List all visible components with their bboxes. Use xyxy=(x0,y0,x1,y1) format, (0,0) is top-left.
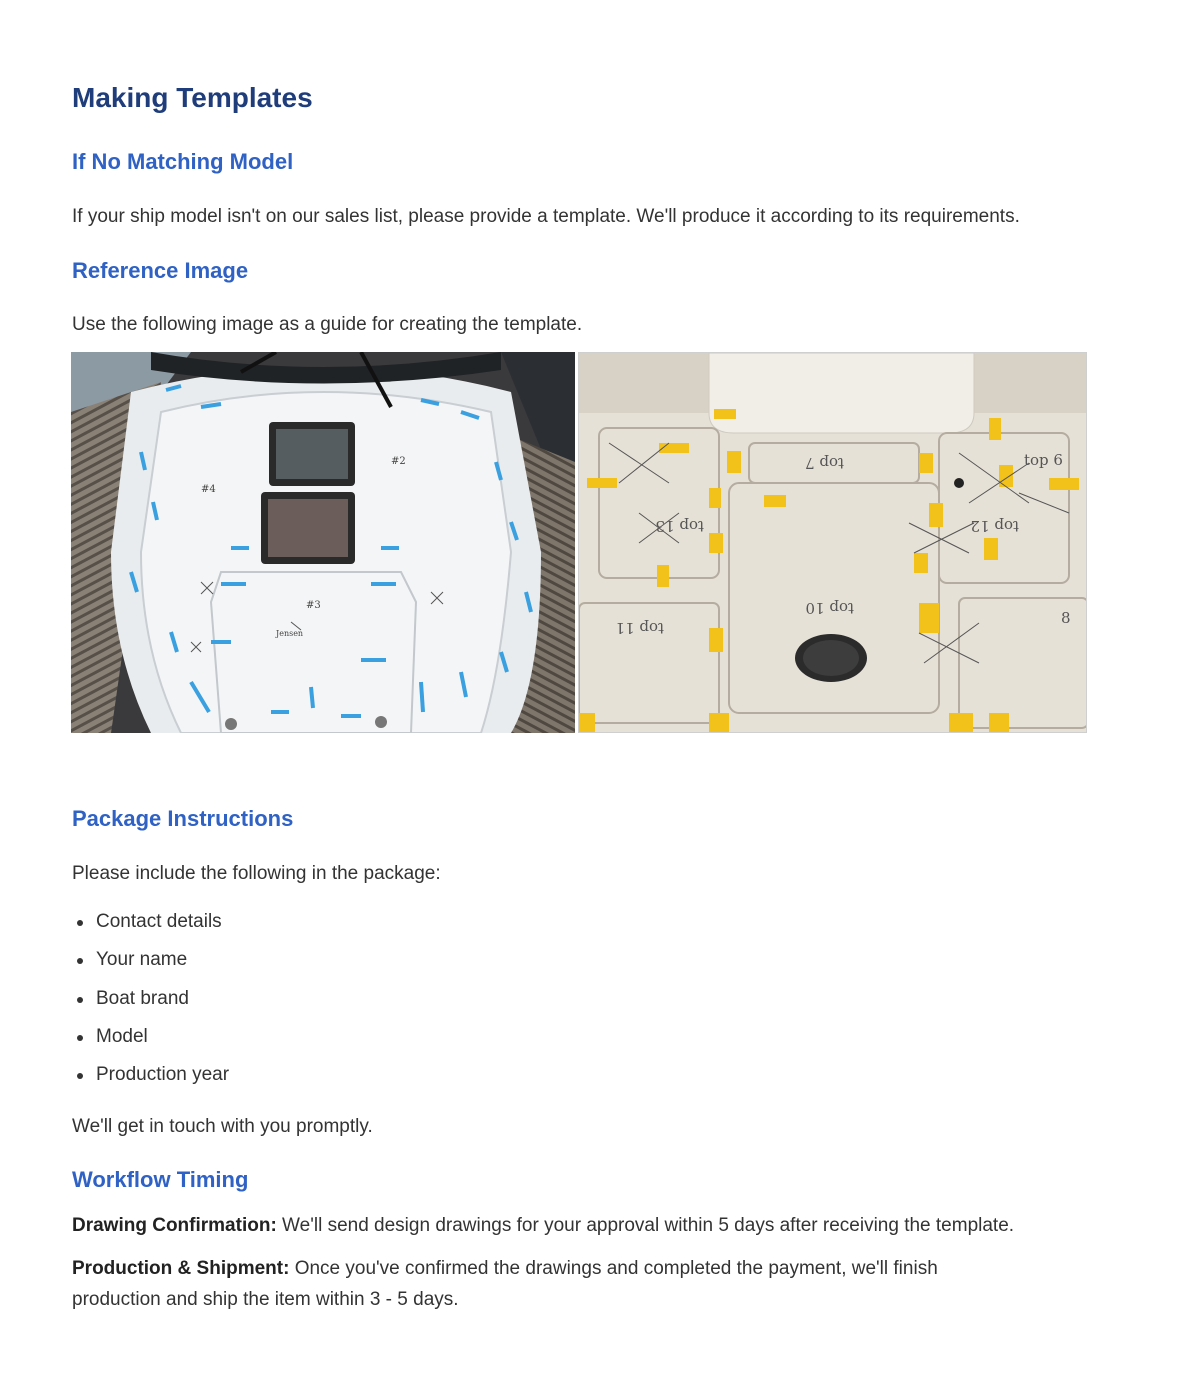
page-title: Making Templates xyxy=(72,82,313,113)
heading-package-instructions: Package Instructions xyxy=(72,806,294,831)
list-item: Contact details xyxy=(72,906,229,944)
reference-photo-deck xyxy=(578,352,1087,733)
deck-label-top13: top 13 xyxy=(655,517,704,535)
production-shipment-label: Production & Shipment: xyxy=(72,1258,290,1279)
package-items-list xyxy=(72,906,229,1097)
bow-label-3: #3 xyxy=(306,600,321,611)
deck-label-8: 8 xyxy=(1061,609,1071,627)
list-item: Production year xyxy=(72,1059,229,1097)
deck-label-top6: top 6 xyxy=(1024,451,1063,469)
deck-label-top7: top 7 xyxy=(805,454,844,472)
bow-template-illustration xyxy=(71,352,575,733)
deck-label-top11: top 11 xyxy=(615,619,664,637)
heading-no-matching-model: If No Matching Model xyxy=(72,149,294,174)
package-outro: We'll get in touch with you promptly. xyxy=(72,1116,373,1137)
reference-photo-bow xyxy=(71,352,575,733)
deck-label-top12: top 12 xyxy=(970,517,1019,535)
bow-label-4: #4 xyxy=(201,484,216,495)
heading-workflow-timing: Workflow Timing xyxy=(72,1167,249,1192)
production-shipment-paragraph xyxy=(72,1253,972,1315)
drawing-confirmation-text: We'll send design drawings for your approval within 5 days after receiving the template. xyxy=(276,1215,1015,1236)
list-item: Boat brand xyxy=(72,983,229,1021)
heading-reference-image: Reference Image xyxy=(72,258,249,283)
bow-label-2: #2 xyxy=(391,456,406,467)
drawing-confirmation-paragraph xyxy=(72,1210,1014,1241)
production-shipment-text: Once you've confirmed the drawings and completed the payment, we'll finish production and ship the item within 3 - 5 days. xyxy=(72,1258,938,1310)
reference-images xyxy=(71,352,1087,733)
deck-label-top10: top 10 xyxy=(805,599,854,617)
reference-text: Use the following image as a guide for creating the template. xyxy=(72,314,583,335)
package-intro: Please include the following in the package: xyxy=(72,863,441,884)
drawing-confirmation-label: Drawing Confirmation: xyxy=(72,1215,277,1236)
bow-label-name: Jensen xyxy=(276,629,304,638)
list-item: Your name xyxy=(72,944,229,982)
no-match-text: If your ship model isn't on our sales list, please provide a template. We'll produce it according to its requirements. xyxy=(72,206,1020,227)
list-item: Model xyxy=(72,1021,229,1059)
deck-template-illustration xyxy=(579,353,1087,733)
